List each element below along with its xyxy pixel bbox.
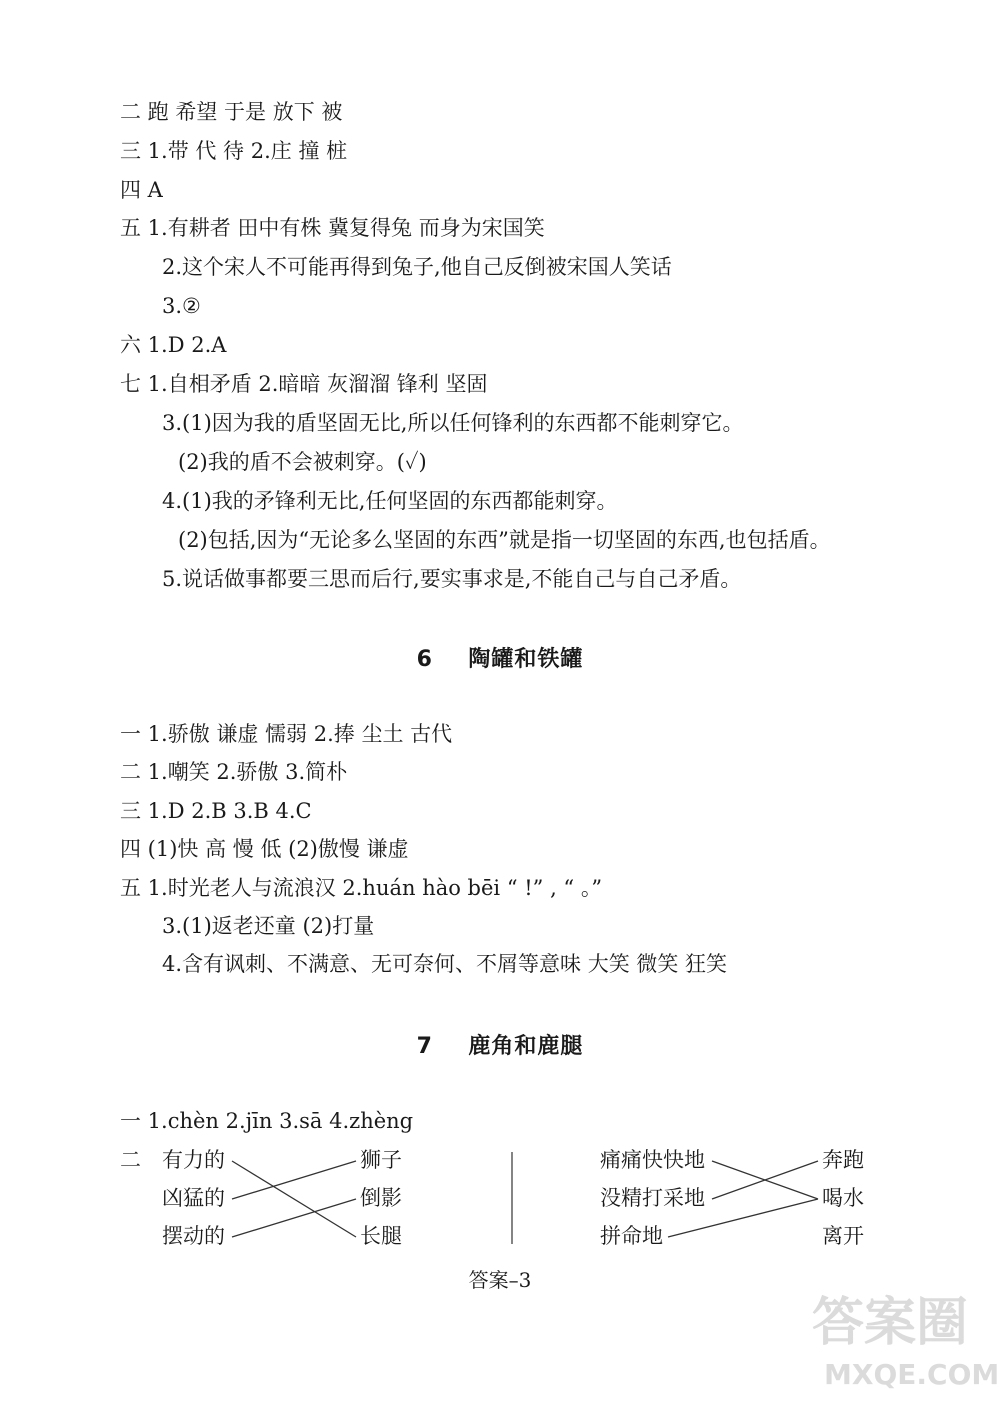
answer-line: 一 1.chèn 2.jīn 3.sā 4.zhèng [120, 1109, 414, 1133]
lesson-number: 7 [416, 1034, 433, 1059]
answer-line: 3.② [162, 294, 201, 318]
answer-line: 4.含有讽刺、不满意、无可奈何、不屑等意味 大笑 微笑 狂笑 [162, 952, 728, 976]
lesson-number: 6 [416, 647, 433, 672]
answer-line: 4.(1)我的矛锋利无比,任何坚固的东西都能刺穿。 [162, 489, 618, 513]
answer-line: 六 1.D 2.A [120, 333, 227, 357]
match-right-target: 奔跑 [822, 1148, 864, 1172]
match-line [232, 1199, 356, 1237]
match-left-target: 倒影 [360, 1186, 402, 1210]
answer-line: 五 1.时光老人与流浪汉 2.huán hào bēi “ !” , “ 。” [120, 876, 603, 900]
lesson-title: 陶罐和铁罐 [468, 647, 584, 672]
match-right-target: 喝水 [822, 1186, 864, 1210]
watermark-big-text: 答案圈 [812, 1293, 969, 1353]
answer-line: 2.这个宋人不可能再得到兔子,他自己反倒被宋国人笑话 [162, 255, 672, 279]
answer-line: 七 1.自相矛盾 2.暗暗 灰溜溜 锋利 坚固 [120, 372, 488, 396]
match-left-word: 摆动的 [162, 1224, 225, 1248]
watermark-logo [802, 1270, 1000, 1410]
match-left-target: 长腿 [360, 1224, 402, 1248]
match-line [232, 1161, 356, 1237]
match-left-word: 有力的 [162, 1148, 225, 1172]
answer-line: 3.(1)返老还童 (2)打量 [162, 914, 375, 938]
answer-line: 四 (1)快 高 慢 低 (2)傲慢 谦虚 [120, 837, 409, 861]
question-number: 二 [120, 1148, 141, 1172]
match-right-word: 没精打采地 [600, 1186, 705, 1210]
answer-line: 三 1.D 2.B 3.B 4.C [120, 799, 312, 823]
match-right-word: 拼命地 [600, 1224, 663, 1248]
match-left-word: 凶猛的 [162, 1186, 225, 1210]
answer-line: 五 1.有耕者 田中有株 冀复得兔 而身为宋国笑 [120, 216, 545, 240]
watermark-small-text: MXQE.COM [824, 1358, 1000, 1391]
answer-line: 5.说话做事都要三思而后行,要实事求是,不能自己与自己矛盾。 [162, 567, 742, 591]
match-right-target: 离开 [822, 1224, 864, 1248]
answer-line: (2)包括,因为“无论多么坚固的东西”就是指一切坚固的东西,也包括盾。 [178, 528, 831, 552]
answer-line: 二 1.嘲笑 2.骄傲 3.简朴 [120, 760, 348, 784]
lesson-title: 鹿角和鹿腿 [468, 1034, 584, 1059]
answer-line: 3.(1)因为我的盾坚固无比,所以任何锋利的东西都不能刺穿它。 [162, 411, 744, 435]
match-right-word: 痛痛快快地 [600, 1148, 705, 1172]
match-line [668, 1199, 818, 1237]
answer-line: 三 1.带 代 待 2.庄 撞 桩 [120, 139, 348, 163]
answer-line: 四 A [120, 178, 163, 202]
answer-line: (2)我的盾不会被刺穿。(✓) [178, 450, 427, 474]
match-left-target: 狮子 [360, 1148, 402, 1172]
page-number: 答案–3 [468, 1268, 532, 1292]
answer-line: 一 1.骄傲 谦虚 懦弱 2.捧 尘土 古代 [120, 722, 453, 746]
answer-line: 二 跑 希望 于是 放下 被 [120, 100, 343, 124]
match-line [232, 1161, 356, 1199]
